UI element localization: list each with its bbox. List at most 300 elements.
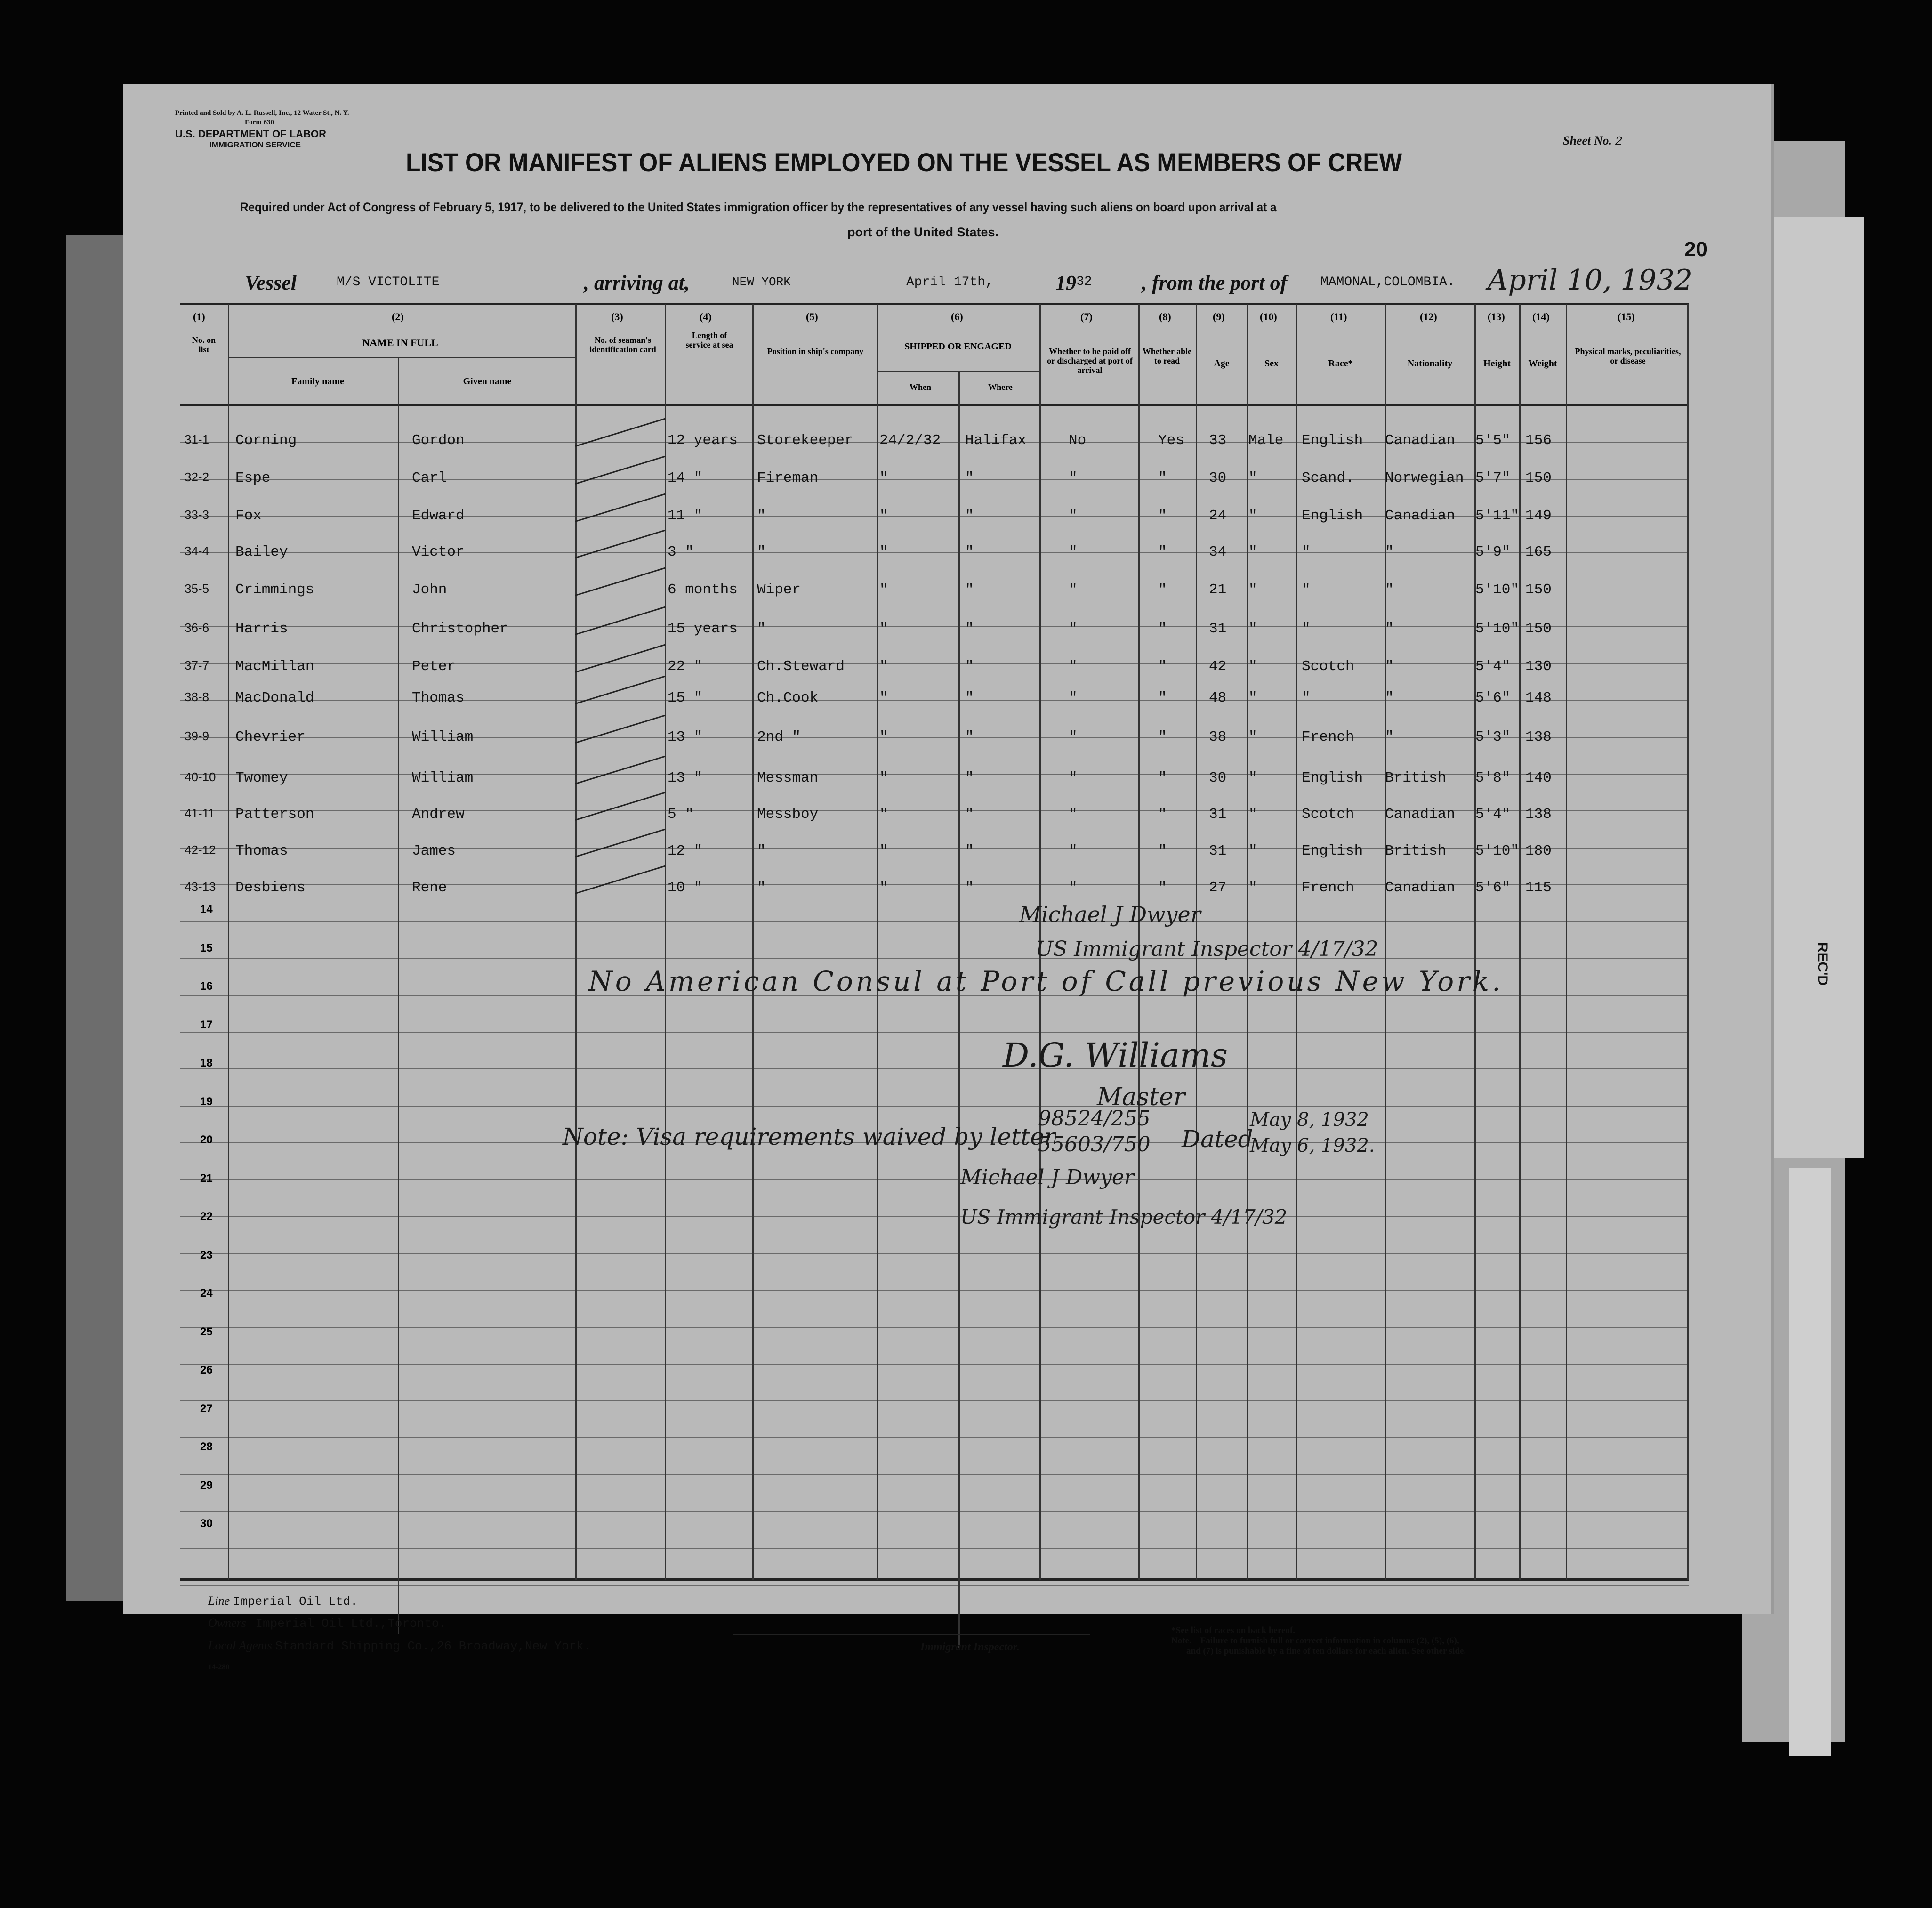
cell-paid-off: ": [1069, 582, 1078, 598]
header-length-of-service: Length of service at sea: [685, 331, 733, 349]
cell-given-name: Christopher: [412, 621, 508, 637]
cell-given-name: William: [412, 770, 474, 786]
cell-service-length: 12 years: [668, 432, 738, 449]
cell-shipped-when: ": [879, 729, 888, 745]
header-id-card: No. of seaman's identification card: [589, 335, 656, 354]
background-paper-left: [66, 235, 132, 1601]
cell-given-name: Andrew: [412, 806, 465, 823]
cell-nationality: ": [1385, 690, 1394, 706]
cell-family-name: Bailey: [235, 544, 288, 560]
cell-paid-off: ": [1069, 544, 1078, 560]
column-divider: [877, 304, 878, 1580]
subtitle-line-1: Required under Act of Congress of February 5, 1917, to be delivered to the United States immigration officer by the representatives of any vessel having such aliens on board upon arrival at a: [240, 200, 1277, 214]
cell-able-to-read: ": [1158, 582, 1167, 598]
cell-paid-off: ": [1069, 621, 1078, 637]
cell-age: 31: [1209, 806, 1227, 823]
col-number-2: (2): [392, 311, 404, 323]
inspector-title-2: US Immigrant Inspector 4/17/32: [960, 1205, 1288, 1229]
cell-shipped-where: ": [965, 658, 974, 675]
agents-label: Local Agents: [208, 1639, 273, 1652]
header-subdivider: [877, 371, 1039, 372]
cell-list-number: 38-8: [185, 690, 209, 704]
column-divider: [1519, 304, 1521, 1580]
blank-row-number: 20: [200, 1133, 213, 1146]
form-number: Form 630: [245, 119, 274, 126]
cell-able-to-read: ": [1158, 658, 1167, 675]
column-divider: [1385, 304, 1386, 1580]
cell-age: 33: [1209, 432, 1227, 449]
header-age: Age: [1214, 358, 1230, 369]
owners-value: Imperial Oil Ltd.,Toronto.: [255, 1617, 447, 1631]
cell-shipped-where: ": [965, 544, 974, 560]
blank-row-number: 14: [200, 903, 213, 916]
cell-family-name: Espe: [235, 470, 271, 486]
row-rule: [180, 810, 1689, 811]
cell-shipped-when: ": [879, 544, 888, 560]
cell-service-length: 22 ": [668, 658, 703, 675]
cell-ship-position: ": [757, 508, 766, 524]
cell-given-name: Gordon: [412, 432, 465, 449]
cell-list-number: 35-5: [185, 582, 209, 596]
col-number-8: (8): [1159, 311, 1171, 323]
cell-shipped-when: ": [879, 843, 888, 859]
cell-shipped-where: ": [965, 770, 974, 786]
page-mark: 20: [1684, 238, 1707, 261]
cell-nationality: British: [1385, 843, 1447, 859]
cell-nationality: ": [1385, 658, 1394, 675]
column-divider: [1474, 304, 1476, 1580]
cell-list-number: 33-3: [185, 508, 209, 522]
cell-weight: 180: [1525, 843, 1552, 859]
cell-given-name: Thomas: [412, 690, 465, 706]
column-divider: [228, 304, 229, 1580]
cell-height: 5'7": [1475, 470, 1511, 486]
cell-shipped-where: Halifax: [965, 432, 1027, 449]
header-race: Race*: [1328, 358, 1353, 369]
cell-ship-position: 2nd ": [757, 729, 801, 745]
table-top-border: [180, 303, 1689, 305]
column-divider: [665, 304, 666, 1580]
cell-shipped-where: ": [965, 880, 974, 896]
blank-row-number: 16: [200, 980, 213, 993]
table-bottom-border: [180, 1578, 1689, 1581]
inspector-signature-line: [733, 1634, 1090, 1635]
form-code: 14-280: [208, 1663, 230, 1671]
row-rule: [180, 774, 1689, 775]
cell-able-to-read: Yes: [1158, 432, 1184, 449]
cell-shipped-when: ": [879, 658, 888, 675]
cell-given-name: Rene: [412, 880, 447, 896]
arrival-port: NEW YORK: [732, 275, 791, 289]
col-number-10: (10): [1260, 311, 1277, 323]
cell-sex: ": [1248, 770, 1257, 786]
cell-race: English: [1302, 432, 1363, 449]
cell-able-to-read: ": [1158, 621, 1167, 637]
footer-owners: [208, 1616, 446, 1631]
cell-shipped-when: ": [879, 880, 888, 896]
row-rule: [180, 1474, 1689, 1475]
cell-given-name: Peter: [412, 658, 456, 675]
cell-ship-position: Messman: [757, 770, 819, 786]
cell-shipped-when: ": [879, 621, 888, 637]
cell-family-name: Corning: [235, 432, 297, 449]
col-number-7: (7): [1080, 311, 1093, 323]
cell-shipped-when: ": [879, 582, 888, 598]
service-label: IMMIGRATION SERVICE: [209, 140, 301, 149]
cell-paid-off: ": [1069, 880, 1078, 896]
row-rule: [180, 737, 1689, 738]
cell-height: 5'5": [1475, 432, 1511, 449]
row-rule: [180, 848, 1689, 849]
departure-date-handwritten: April 10, 1932: [1488, 264, 1693, 297]
cell-list-number: 39-9: [185, 729, 209, 743]
cell-ship-position: Fireman: [757, 470, 819, 486]
cell-age: 38: [1209, 729, 1227, 745]
cell-paid-off: ": [1069, 729, 1078, 745]
blank-row-number: 17: [200, 1019, 213, 1031]
cell-nationality: British: [1385, 770, 1447, 786]
blank-row-number: 22: [200, 1210, 213, 1223]
blank-row-number: 23: [200, 1249, 213, 1261]
cell-service-length: 15 ": [668, 690, 703, 706]
cell-able-to-read: ": [1158, 806, 1167, 823]
cell-paid-off: ": [1069, 508, 1078, 524]
cell-age: 21: [1209, 582, 1227, 598]
blank-row-number: 26: [200, 1364, 213, 1376]
cell-ship-position: Ch.Steward: [757, 658, 845, 675]
cell-weight: 156: [1525, 432, 1552, 449]
cell-given-name: Victor: [412, 544, 465, 560]
cell-age: 42: [1209, 658, 1227, 675]
cell-nationality: ": [1385, 544, 1394, 560]
cell-shipped-when: ": [879, 806, 888, 823]
footer-note-2: Note.—Failure to furnish full or correct information in columns (2), (5), (6),: [1171, 1636, 1459, 1646]
cell-ship-position: ": [757, 843, 766, 859]
header-when: When: [909, 382, 931, 392]
cell-sex: ": [1248, 880, 1257, 896]
cell-race: French: [1302, 880, 1354, 896]
cell-family-name: Desbiens: [235, 880, 306, 896]
cell-height: 5'9": [1475, 544, 1511, 560]
cell-given-name: Edward: [412, 508, 465, 524]
letter-number-1: 98524/255: [1038, 1107, 1151, 1131]
sheet-number: 2: [1615, 134, 1623, 148]
cell-able-to-read: ": [1158, 843, 1167, 859]
cell-able-to-read: ": [1158, 508, 1167, 524]
cell-list-number: 36-6: [185, 621, 209, 635]
cell-sex: ": [1248, 544, 1257, 560]
inspector-label: Immigrant Inspector.: [920, 1641, 1020, 1653]
letter-date-2: May 6, 1932.: [1250, 1135, 1375, 1156]
cell-service-length: 14 ": [668, 470, 703, 486]
cell-family-name: Harris: [235, 621, 288, 637]
column-divider: [398, 358, 399, 1634]
cell-sex: Male: [1248, 432, 1284, 449]
arrival-date: April 17th,: [906, 275, 993, 290]
row-rule: [180, 1253, 1689, 1254]
sheet-label-text: Sheet No.: [1563, 134, 1612, 147]
cell-able-to-read: ": [1158, 544, 1167, 560]
background-paper-right-light: [1761, 217, 1864, 1158]
header-bottom-border: [180, 404, 1689, 406]
cell-able-to-read: ": [1158, 880, 1167, 896]
cell-shipped-when: ": [879, 770, 888, 786]
cell-weight: 130: [1525, 658, 1552, 675]
cell-paid-off: ": [1069, 658, 1078, 675]
blank-row-number: 18: [200, 1057, 213, 1069]
cell-family-name: MacMillan: [235, 658, 314, 675]
cell-service-length: 10 ": [668, 880, 703, 896]
cell-shipped-where: ": [965, 470, 974, 486]
row-rule: [180, 1511, 1689, 1512]
row-rule: [180, 884, 1689, 885]
header-nationality: Nationality: [1407, 358, 1453, 369]
row-rule: [180, 1327, 1689, 1328]
column-divider: [1687, 304, 1689, 1580]
cell-able-to-read: ": [1158, 470, 1167, 486]
column-divider: [575, 304, 577, 1580]
cell-able-to-read: ": [1158, 729, 1167, 745]
master-title: Master: [1097, 1083, 1185, 1111]
cell-sex: ": [1248, 582, 1257, 598]
cell-shipped-where: ": [965, 621, 974, 637]
visa-note: Note: Visa requirements waived by letter: [563, 1123, 1055, 1150]
cell-paid-off: ": [1069, 806, 1078, 823]
header-shipped-engaged: SHIPPED OR ENGAGED: [904, 341, 1012, 352]
cell-nationality: Norwegian: [1385, 470, 1464, 486]
cell-nationality: Canadian: [1385, 880, 1455, 896]
cell-weight: 115: [1525, 880, 1552, 896]
row-rule: [180, 626, 1689, 627]
cell-family-name: Fox: [235, 508, 262, 524]
cell-race: English: [1302, 770, 1363, 786]
col-number-5: (5): [806, 311, 818, 323]
cell-shipped-when: ": [879, 470, 888, 486]
blank-row-number: 28: [200, 1440, 213, 1453]
row-rule: [180, 663, 1689, 664]
row-rule: [180, 958, 1689, 959]
cell-weight: 150: [1525, 582, 1552, 598]
cell-shipped-where: ": [965, 806, 974, 823]
cell-able-to-read: ": [1158, 690, 1167, 706]
cell-height: 5'8": [1475, 770, 1511, 786]
department-label: U.S. DEPARTMENT OF LABOR: [175, 128, 327, 140]
col-number-9: (9): [1213, 311, 1225, 323]
cell-age: 48: [1209, 690, 1227, 706]
cell-height: 5'6": [1475, 690, 1511, 706]
header-where: Where: [988, 382, 1013, 392]
row-rule: [180, 1179, 1689, 1180]
footer-note-1: *See list of races on back hereof.: [1171, 1625, 1295, 1635]
cell-nationality: ": [1385, 582, 1394, 598]
cell-sex: ": [1248, 658, 1257, 675]
cell-list-number: 31-1: [185, 432, 209, 446]
cell-ship-position: Messboy: [757, 806, 819, 823]
cell-sex: ": [1248, 843, 1257, 859]
cell-service-length: 11 ": [668, 508, 703, 524]
cell-sex: ": [1248, 621, 1257, 637]
cell-family-name: Patterson: [235, 806, 314, 823]
letter-date-1: May 8, 1932: [1250, 1109, 1369, 1131]
arriving-label: , arriving at,: [584, 271, 690, 294]
cell-shipped-when: 24/2/32: [879, 432, 941, 449]
cell-list-number: 40-10: [185, 770, 216, 784]
column-divider: [752, 304, 754, 1580]
blank-row-number: 25: [200, 1326, 213, 1338]
footer-agents: [208, 1639, 591, 1653]
cell-ship-position: Storekeeper: [757, 432, 853, 449]
cell-service-length: 5 ": [668, 806, 694, 823]
col-number-6: (6): [951, 311, 963, 323]
cell-shipped-where: ": [965, 843, 974, 859]
cell-weight: 149: [1525, 508, 1552, 524]
cell-shipped-where: ": [965, 508, 974, 524]
cell-height: 5'6": [1475, 880, 1511, 896]
col-number-4: (4): [700, 311, 712, 323]
cell-weight: 150: [1525, 470, 1552, 486]
cell-sex: ": [1248, 729, 1257, 745]
cell-weight: 165: [1525, 544, 1552, 560]
cell-list-number: 43-13: [185, 880, 216, 894]
col-number-15: (15): [1618, 311, 1635, 323]
col-number-12: (12): [1420, 311, 1437, 323]
row-rule: [180, 1400, 1689, 1401]
header-weight: Weight: [1528, 358, 1557, 369]
printer-line: Printed and Sold by A. L. Russell, Inc., 12 Water St., N. Y.: [175, 109, 349, 117]
blank-row-number: 19: [200, 1095, 213, 1108]
line-label: Line: [208, 1594, 230, 1608]
cell-weight: 138: [1525, 729, 1552, 745]
header-paid-off: Whether to be paid off or discharged at port of arrival: [1047, 347, 1133, 375]
row-rule: [180, 516, 1689, 517]
line-value: Imperial Oil Ltd.: [233, 1594, 358, 1609]
cell-weight: 148: [1525, 690, 1552, 706]
cell-age: 27: [1209, 880, 1227, 896]
cell-service-length: 13 ": [668, 729, 703, 745]
cell-service-length: 6 months: [668, 582, 738, 598]
header-position: Position in ship's company: [767, 347, 864, 356]
row-rule: [180, 552, 1689, 553]
cell-sex: ": [1248, 508, 1257, 524]
owners-label: Owners: [208, 1616, 246, 1630]
cell-race: Scotch: [1302, 658, 1354, 675]
cell-ship-position: ": [757, 544, 766, 560]
departure-port: MAMONAL,COLOMBIA.: [1320, 275, 1455, 290]
cell-nationality: Canadian: [1385, 806, 1455, 823]
cell-height: 5'10": [1475, 621, 1520, 637]
year-prefix: 19: [1055, 271, 1076, 294]
cell-given-name: John: [412, 582, 447, 598]
header-given-name: Given name: [463, 376, 512, 387]
footer-note-3: and (7) is punishable by a fine of ten dollars for each alien. See other side.: [1186, 1646, 1466, 1656]
cell-shipped-where: ": [965, 582, 974, 598]
inspector-signature-1: Michael J Dwyer: [1019, 902, 1201, 927]
cell-nationality: Canadian: [1385, 508, 1455, 524]
background-paper-right-strip: [1789, 1168, 1831, 1756]
header-no-on-list: No. on list: [192, 335, 216, 354]
cell-ship-position: Wiper: [757, 582, 801, 598]
header-able-to-read: Whether able to read: [1142, 347, 1192, 365]
col-number-1: (1): [193, 311, 205, 323]
cell-nationality: ": [1385, 621, 1394, 637]
blank-row-number: 30: [200, 1517, 213, 1530]
cell-weight: 138: [1525, 806, 1552, 823]
cell-family-name: Chevrier: [235, 729, 306, 745]
cell-paid-off: ": [1069, 690, 1078, 706]
from-port-label: , from the port of: [1142, 271, 1288, 294]
cell-list-number: 37-7: [185, 658, 209, 672]
cell-shipped-when: ": [879, 508, 888, 524]
cell-service-length: 15 years: [668, 621, 738, 637]
cell-given-name: James: [412, 843, 456, 859]
row-rule: [180, 921, 1689, 922]
cell-nationality: Canadian: [1385, 432, 1455, 449]
subtitle-line-2: port of the United States.: [847, 225, 999, 239]
cell-age: 31: [1209, 621, 1227, 637]
cell-service-length: 3 ": [668, 544, 694, 560]
blank-row-number: 24: [200, 1287, 213, 1300]
vessel-label: Vessel: [245, 271, 297, 294]
agents-value: Standard Shipping Co.,26 Broadway,New York.: [275, 1639, 591, 1653]
blank-row-number: 15: [200, 942, 213, 954]
blank-row-number: 27: [200, 1402, 213, 1415]
cell-race: Scand.: [1302, 470, 1354, 486]
cell-service-length: 12 ": [668, 843, 703, 859]
column-divider: [1566, 304, 1567, 1580]
cell-sex: ": [1248, 470, 1257, 486]
cell-nationality: ": [1385, 729, 1394, 745]
cell-ship-position: ": [757, 880, 766, 896]
col-number-14: (14): [1532, 311, 1550, 323]
cell-race: English: [1302, 508, 1363, 524]
cell-race: ": [1302, 582, 1311, 598]
cell-age: 34: [1209, 544, 1227, 560]
cell-given-name: William: [412, 729, 474, 745]
cell-race: Scotch: [1302, 806, 1354, 823]
cell-family-name: MacDonald: [235, 690, 314, 706]
cell-list-number: 34-4: [185, 544, 209, 558]
master-signature: D.G. Williams: [1003, 1036, 1228, 1075]
cell-height: 5'4": [1475, 806, 1511, 823]
row-rule: [180, 1032, 1689, 1033]
footer-line: [208, 1594, 358, 1609]
cell-weight: 140: [1525, 770, 1552, 786]
cell-family-name: Crimmings: [235, 582, 314, 598]
cell-shipped-where: ": [965, 729, 974, 745]
cell-sex: ": [1248, 690, 1257, 706]
blank-row-number: 21: [200, 1172, 213, 1185]
cell-height: 5'10": [1475, 843, 1520, 859]
cell-age: 30: [1209, 470, 1227, 486]
side-stamp: REC'D: [1815, 942, 1831, 986]
cell-given-name: Carl: [412, 470, 447, 486]
col-number-11: (11): [1330, 311, 1347, 323]
cell-shipped-when: ": [879, 690, 888, 706]
cell-race: English: [1302, 843, 1363, 859]
inspector-signature-2: Michael J Dwyer: [960, 1165, 1134, 1189]
header-height: Height: [1483, 358, 1511, 369]
cell-paid-off: ": [1069, 770, 1078, 786]
cell-height: 5'10": [1475, 582, 1520, 598]
row-rule: [180, 1585, 1689, 1586]
cell-height: 5'4": [1475, 658, 1511, 675]
cell-paid-off: ": [1069, 470, 1078, 486]
cell-ship-position: ": [757, 621, 766, 637]
row-rule: [180, 1068, 1689, 1069]
blank-row-number: 29: [200, 1479, 213, 1492]
cell-race: French: [1302, 729, 1354, 745]
dated-label: Dated: [1182, 1125, 1253, 1153]
